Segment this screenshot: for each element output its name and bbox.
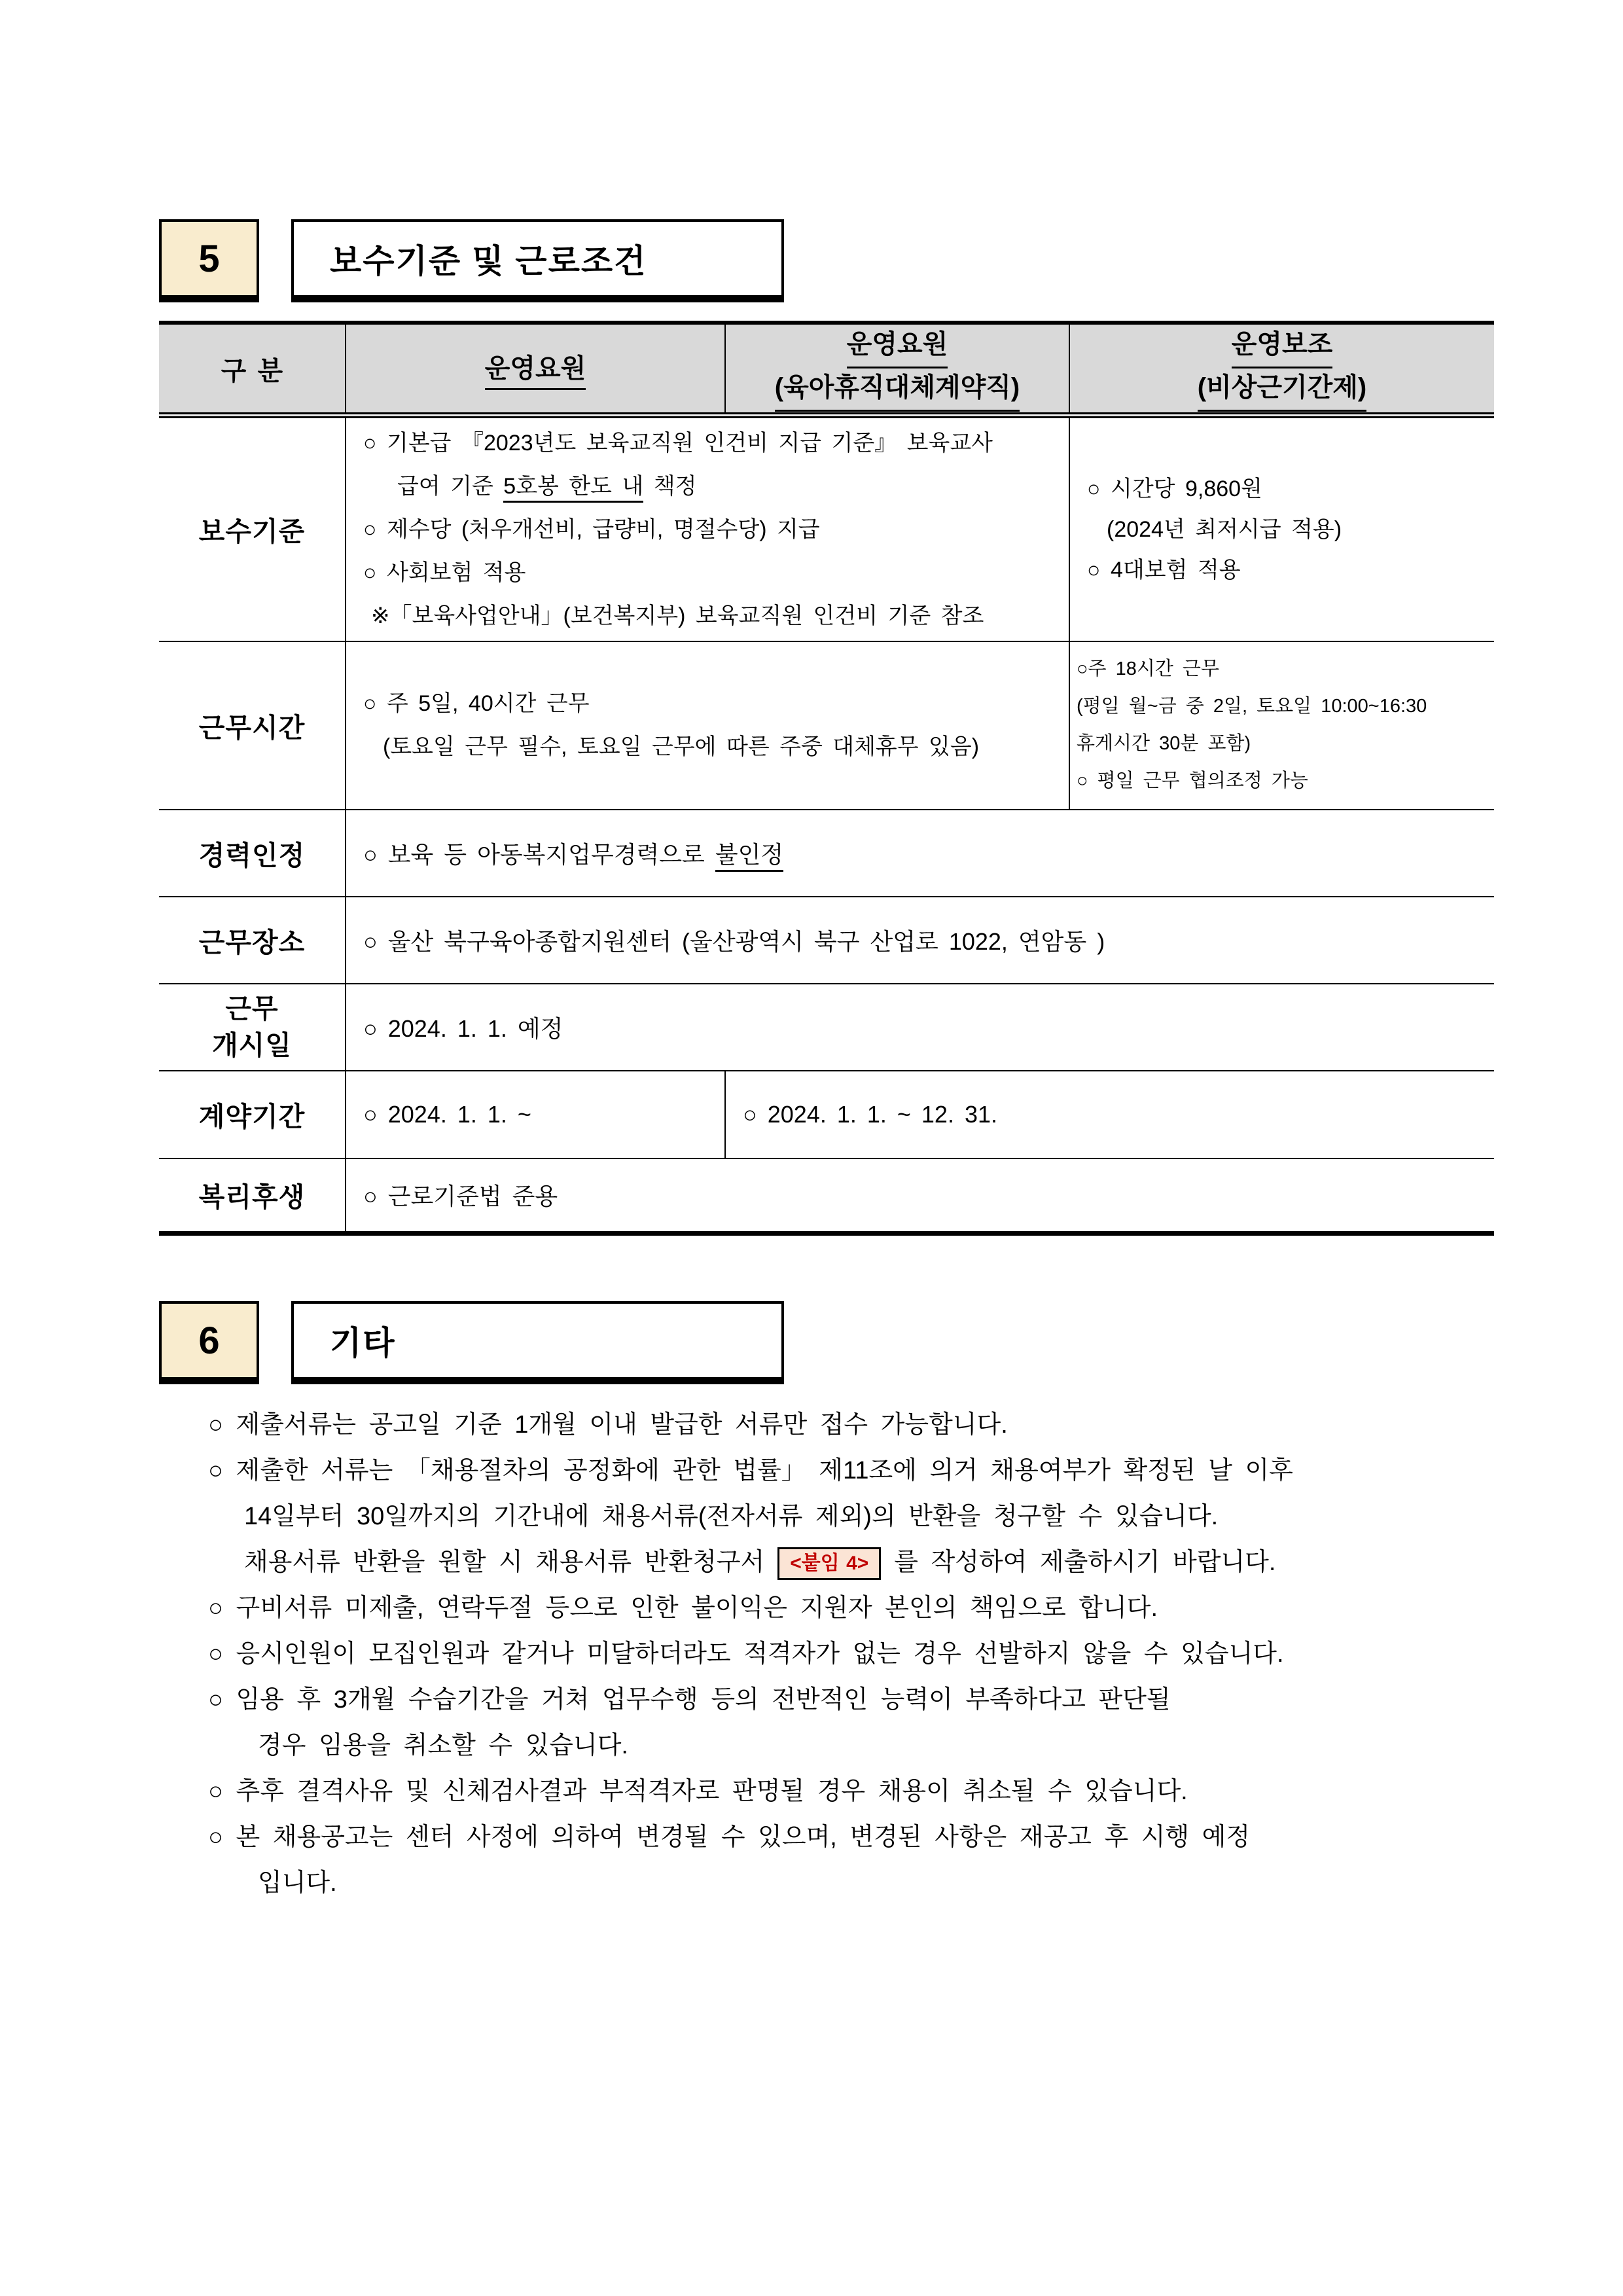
compensation-line-1: ○ 기본급 『2023년도 보육교직원 인건비 지급 기준』 보육교사 [363, 430, 993, 456]
cell-career-recognition [346, 810, 1494, 897]
col-header-substitute-staff-line1: 운영요원 [847, 325, 948, 368]
row-workplace [159, 897, 1494, 984]
start-date-text: ○ 2024. 1. 1. 예정 [363, 1014, 563, 1042]
row-career-recognition-label-text: 경력인정 [198, 840, 306, 870]
career-recognition-underlined: 불인정 [715, 841, 783, 872]
note-submission-period: ○ 제출서류는 공고일 기준 1개월 이내 발급한 서류만 접수 가능합니다. [208, 1411, 1008, 1439]
contract-period-substitute-text: ○ 2024. 1. 1. ~ 12. 31. [743, 1100, 998, 1128]
cell-contract-period-staff [346, 1071, 725, 1158]
row-compensation-label [159, 416, 346, 641]
row-career-recognition [159, 810, 1494, 897]
row-working-hours-label-text: 근무시간 [198, 712, 306, 743]
section-6-title: 기타 [330, 1325, 396, 1361]
table-header-row [159, 323, 1494, 416]
row-workplace-label-text: 근무장소 [198, 927, 306, 958]
attachment-4-badge: <붙임 4> [777, 1547, 881, 1580]
compensation-conditions-table [159, 321, 1494, 1236]
note-probation-2: 경우 임용을 취소할 수 있습니다. [258, 1732, 628, 1759]
row-compensation-label-text: 보수기준 [198, 516, 306, 547]
cell-contract-period-substitute [725, 1071, 1494, 1158]
col-header-operation-assistant [1069, 323, 1494, 416]
compensation-assistant-line-2: (2024년 최저시급 적용) [1107, 516, 1342, 542]
row-start-date [159, 984, 1494, 1071]
working-hours-assistant-line-2: (평일 월~금 중 2일, 토요일 10:00~16:30 [1077, 696, 1427, 717]
section-6-number-box [159, 1301, 259, 1384]
row-welfare-label-text: 복리후생 [198, 1182, 306, 1213]
note-disqualification: ○ 추후 결격사유 및 신체검사결과 부적격자로 판명될 경우 채용이 취소될 수 있습니다. [208, 1778, 1188, 1805]
compensation-line-2-post: 책정 [643, 473, 697, 499]
compensation-line-2-underlined: 5호봉 한도 내 [503, 474, 643, 503]
working-hours-assistant-line-3: 휴게시간 30분 포함) [1077, 733, 1251, 754]
cell-working-hours-assistant [1069, 641, 1494, 810]
row-contract-period [159, 1071, 1494, 1158]
row-contract-period-label-text: 계약기간 [198, 1102, 306, 1132]
row-start-date-label [159, 984, 346, 1071]
row-start-date-label-line1: 근무 [225, 994, 279, 1024]
section-6-number: 6 [198, 1319, 220, 1362]
col-header-category-label: 구 분 [221, 356, 283, 386]
col-header-operation-assistant-line2: (비상근기간제) [1198, 368, 1366, 412]
career-recognition-text: ○ 보육 등 아동복지업무경력으로 [363, 840, 715, 868]
section-6-title-box [291, 1301, 784, 1384]
row-contract-period-label [159, 1071, 346, 1158]
note-document-return-2: 14일부터 30일까지의 기간내에 채용서류(전자서류 제외)의 반환을 청구할 수 있습니다. [244, 1503, 1219, 1530]
note-announcement-change-1: ○ 본 채용공고는 센터 사정에 의하여 변경될 수 있으며, 변경된 사항은 재공고 후 시행 예정 [208, 1823, 1251, 1851]
row-start-date-label-line2: 개시일 [212, 1030, 292, 1060]
col-header-operation-staff-label: 운영요원 [485, 348, 586, 390]
cell-working-hours-main [346, 641, 1069, 810]
welfare-text: ○ 근로기준법 준용 [363, 1183, 558, 1210]
col-header-substitute-staff-line2: (육아휴직대체계약직) [775, 368, 1020, 412]
row-workplace-label [159, 897, 346, 984]
compensation-assistant-line-3: ○ 4대보험 적용 [1087, 557, 1241, 583]
cell-workplace [346, 897, 1494, 984]
section-5-title: 보수기준 및 근로조건 [330, 243, 647, 279]
compensation-line-2 [363, 465, 1063, 508]
cell-welfare [346, 1158, 1494, 1234]
compensation-assistant-line-1: ○ 시간당 9,860원 [1087, 476, 1262, 501]
working-hours-assistant-line-1: ○주 18시간 근무 [1077, 658, 1219, 679]
note-announcement-change-2: 입니다. [258, 1869, 337, 1897]
other-notes-list [208, 1402, 1491, 1906]
compensation-line-5: ※「보육사업안내」(보건복지부) 보육교직원 인건비 기준 참조 [371, 603, 984, 628]
row-working-hours [159, 641, 1494, 810]
section-5-title-box [291, 219, 784, 302]
row-career-recognition-label [159, 810, 346, 897]
cell-compensation-main [346, 416, 1069, 641]
row-welfare-label [159, 1158, 346, 1234]
note-document-return-1: ○ 제출한 서류는 「채용절차의 공정화에 관한 법률」 제11조에 의거 채용여부가 확정된 날 이후 [208, 1457, 1293, 1484]
note-return-request-post: 를 작성하여 제출하시기 바랍니다. [894, 1549, 1276, 1576]
note-return-request-pre: 채용서류 반환을 원할 시 채용서류 반환청구서 [244, 1549, 765, 1576]
section-5-header [159, 219, 784, 302]
compensation-line-2-pre: 급여 기준 [397, 473, 504, 499]
col-header-substitute-staff [725, 323, 1069, 416]
row-compensation [159, 416, 1494, 641]
col-header-operation-staff [346, 323, 725, 416]
col-header-category [159, 323, 346, 416]
note-probation-1: ○ 임용 후 3개월 수습기간을 거쳐 업무수행 등의 전반적인 능력이 부족하다고 판단될 [208, 1686, 1171, 1713]
note-no-selection: ○ 응시인원이 모집인원과 같거나 미달하더라도 적격자가 없는 경우 선발하지 않을 수 있습니다. [208, 1640, 1284, 1668]
working-hours-line-2: (토요일 근무 필수, 토요일 근무에 따른 주중 대체휴무 있음) [383, 734, 980, 759]
working-hours-assistant-line-4: ○ 평일 근무 협의조정 가능 [1077, 770, 1308, 791]
compensation-line-4: ○ 사회보험 적용 [363, 560, 526, 585]
workplace-text: ○ 울산 북구육아종합지원센터 (울산광역시 북구 산업로 1022, 연암동 ) [363, 927, 1105, 955]
compensation-line-3: ○ 제수당 (처우개선비, 급량비, 명절수당) 지급 [363, 516, 820, 542]
section-5-number-box [159, 219, 259, 302]
row-welfare [159, 1158, 1494, 1234]
col-header-operation-assistant-line1: 운영보조 [1232, 325, 1333, 368]
cell-compensation-assistant [1069, 416, 1494, 641]
section-6-header [159, 1301, 784, 1384]
row-working-hours-label [159, 641, 346, 810]
note-document-return-3 [208, 1539, 1491, 1585]
working-hours-line-1: ○ 주 5일, 40시간 근무 [363, 691, 590, 716]
section-5-number: 5 [198, 237, 220, 280]
note-missing-documents: ○ 구비서류 미제출, 연락두절 등으로 인한 불이익은 지원자 본인의 책임으로 합니다. [208, 1594, 1158, 1622]
cell-start-date [346, 984, 1494, 1071]
contract-period-staff-text: ○ 2024. 1. 1. ~ [363, 1100, 531, 1128]
